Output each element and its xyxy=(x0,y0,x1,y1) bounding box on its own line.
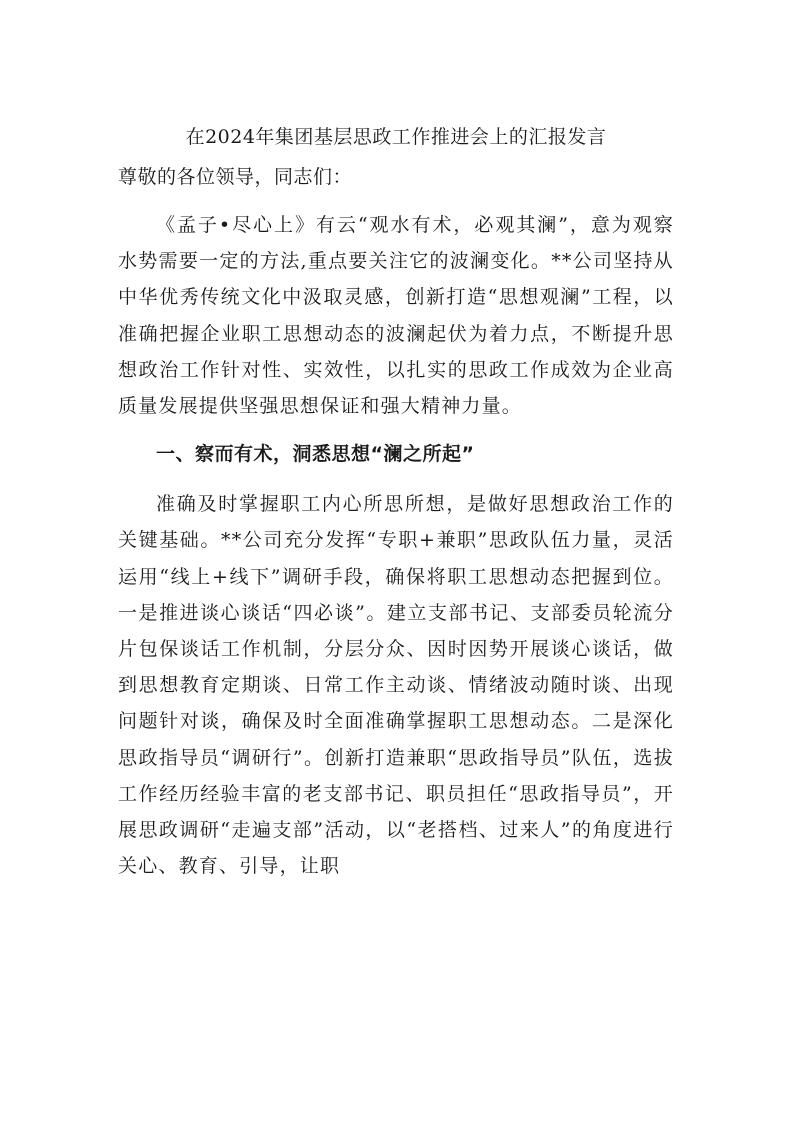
intro-paragraph: 《孟子•尽心上》有云“观水有术，必观其澜”，意为观察水势需要一定的方法,重点要关注它的波澜变化。**公司坚持从中华优秀传统文化中汲取灵感，创新打造“思想观澜”工程，以准确把握企业职工思想动态的波澜起伏为着力点，不断提升思想政治工作针对性、实效性，以扎实的思政工作成效为企业高质量发展提供坚强思想保证和强大精神力量。 xyxy=(118,214,674,418)
salutation: 尊敬的各位领导，同志们： xyxy=(118,166,353,188)
document-body xyxy=(118,119,674,896)
document-title: 在2024年集团基层思政工作推进会上的汇报发言 xyxy=(185,126,607,148)
section-heading-1: 一、察而有术，洞悉思想“澜之所起” xyxy=(156,443,475,466)
section-1-paragraph: 准确及时掌握职工内心所思所想，是做好思想政治工作的关键基础。**公司充分发挥“专职+兼职”思政队伍力量，灵活运用“线上+线下”调研手段，确保将职工思想动态把握到位。一是推进谈心谈话“四必谈”。建立支部书记、支部委员轮流分片包保谈话工作机制，分层分众、因时因势开展谈心谈话，做到思想教育定期谈、日常工作主动谈、情绪波动随时谈、出现问题针对谈，确保及时全面准确掌握职工思想动态。二是深化思政指导员“调研行”。创新打造兼职“思政指导员”队伍，选拔工作经历经验丰富的老支部书记、职员担任“思政指导员”，开展思政调研“走遍支部”活动，以“老搭档、过来人”的角度进行关心、教育、引导，让职 xyxy=(118,493,674,878)
